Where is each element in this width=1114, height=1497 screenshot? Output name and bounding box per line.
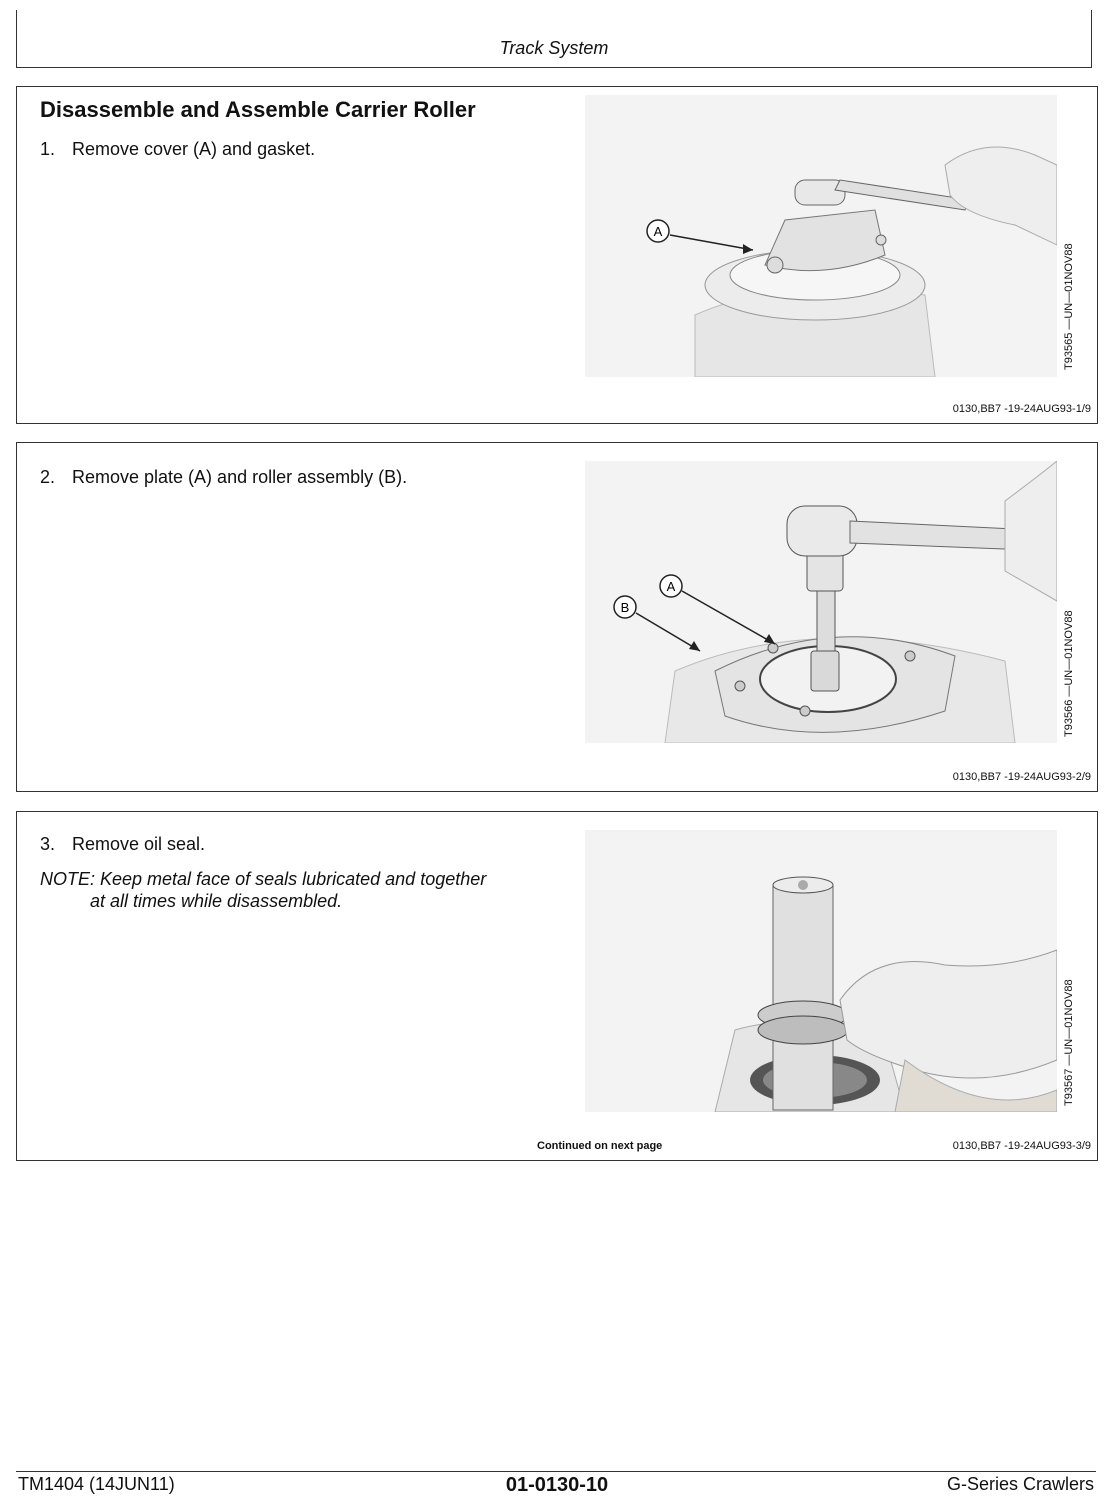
plate-removal-photo — [585, 461, 1057, 743]
procedure-panel-1 — [16, 86, 1098, 424]
reference-code: 0130,BB7 -19-24AUG93-2/9 — [952, 771, 1091, 783]
reference-code: 0130,BB7 -19-24AUG93-3/9 — [952, 1140, 1091, 1152]
reference-code: 0130,BB7 -19-24AUG93-1/9 — [952, 403, 1091, 415]
manual-id: TM1404 (14JUN11) — [18, 1474, 175, 1494]
svg-text:A: A — [666, 579, 676, 594]
page-header — [16, 10, 1092, 68]
svg-text:A: A — [653, 224, 663, 239]
procedure-title: Disassemble and Assemble Carrier Roller — [40, 97, 476, 122]
step-2: 2. Remove plate (A) and roller assembly (B). — [40, 467, 408, 487]
figure-id: T93567 —UN—01NOV88 — [1063, 979, 1075, 1106]
procedure-panel-3 — [16, 811, 1098, 1161]
product-name: G-Series Crawlers — [946, 1474, 1094, 1494]
step-1: 1. Remove cover (A) and gasket. — [40, 139, 316, 159]
step-3: 3. Remove oil seal. — [40, 834, 206, 854]
figure-id: T93565 —UN—01NOV88 — [1063, 243, 1075, 370]
oil-seal-removal-photo — [585, 830, 1057, 1112]
note: NOTE: Keep metal face of seals lubricated and together at all times while disassembled. — [40, 869, 487, 911]
section-title: Track System — [499, 38, 609, 58]
procedure-panel-2 — [16, 442, 1098, 792]
svg-text:B: B — [620, 600, 630, 615]
footer-divider — [16, 1471, 1096, 1472]
figure-id: T93566 —UN—01NOV88 — [1063, 610, 1075, 737]
cover-removal-photo — [585, 95, 1057, 377]
page-number: 01-0130-10 — [505, 1474, 609, 1496]
continued-note: Continued on next page — [537, 1140, 663, 1152]
